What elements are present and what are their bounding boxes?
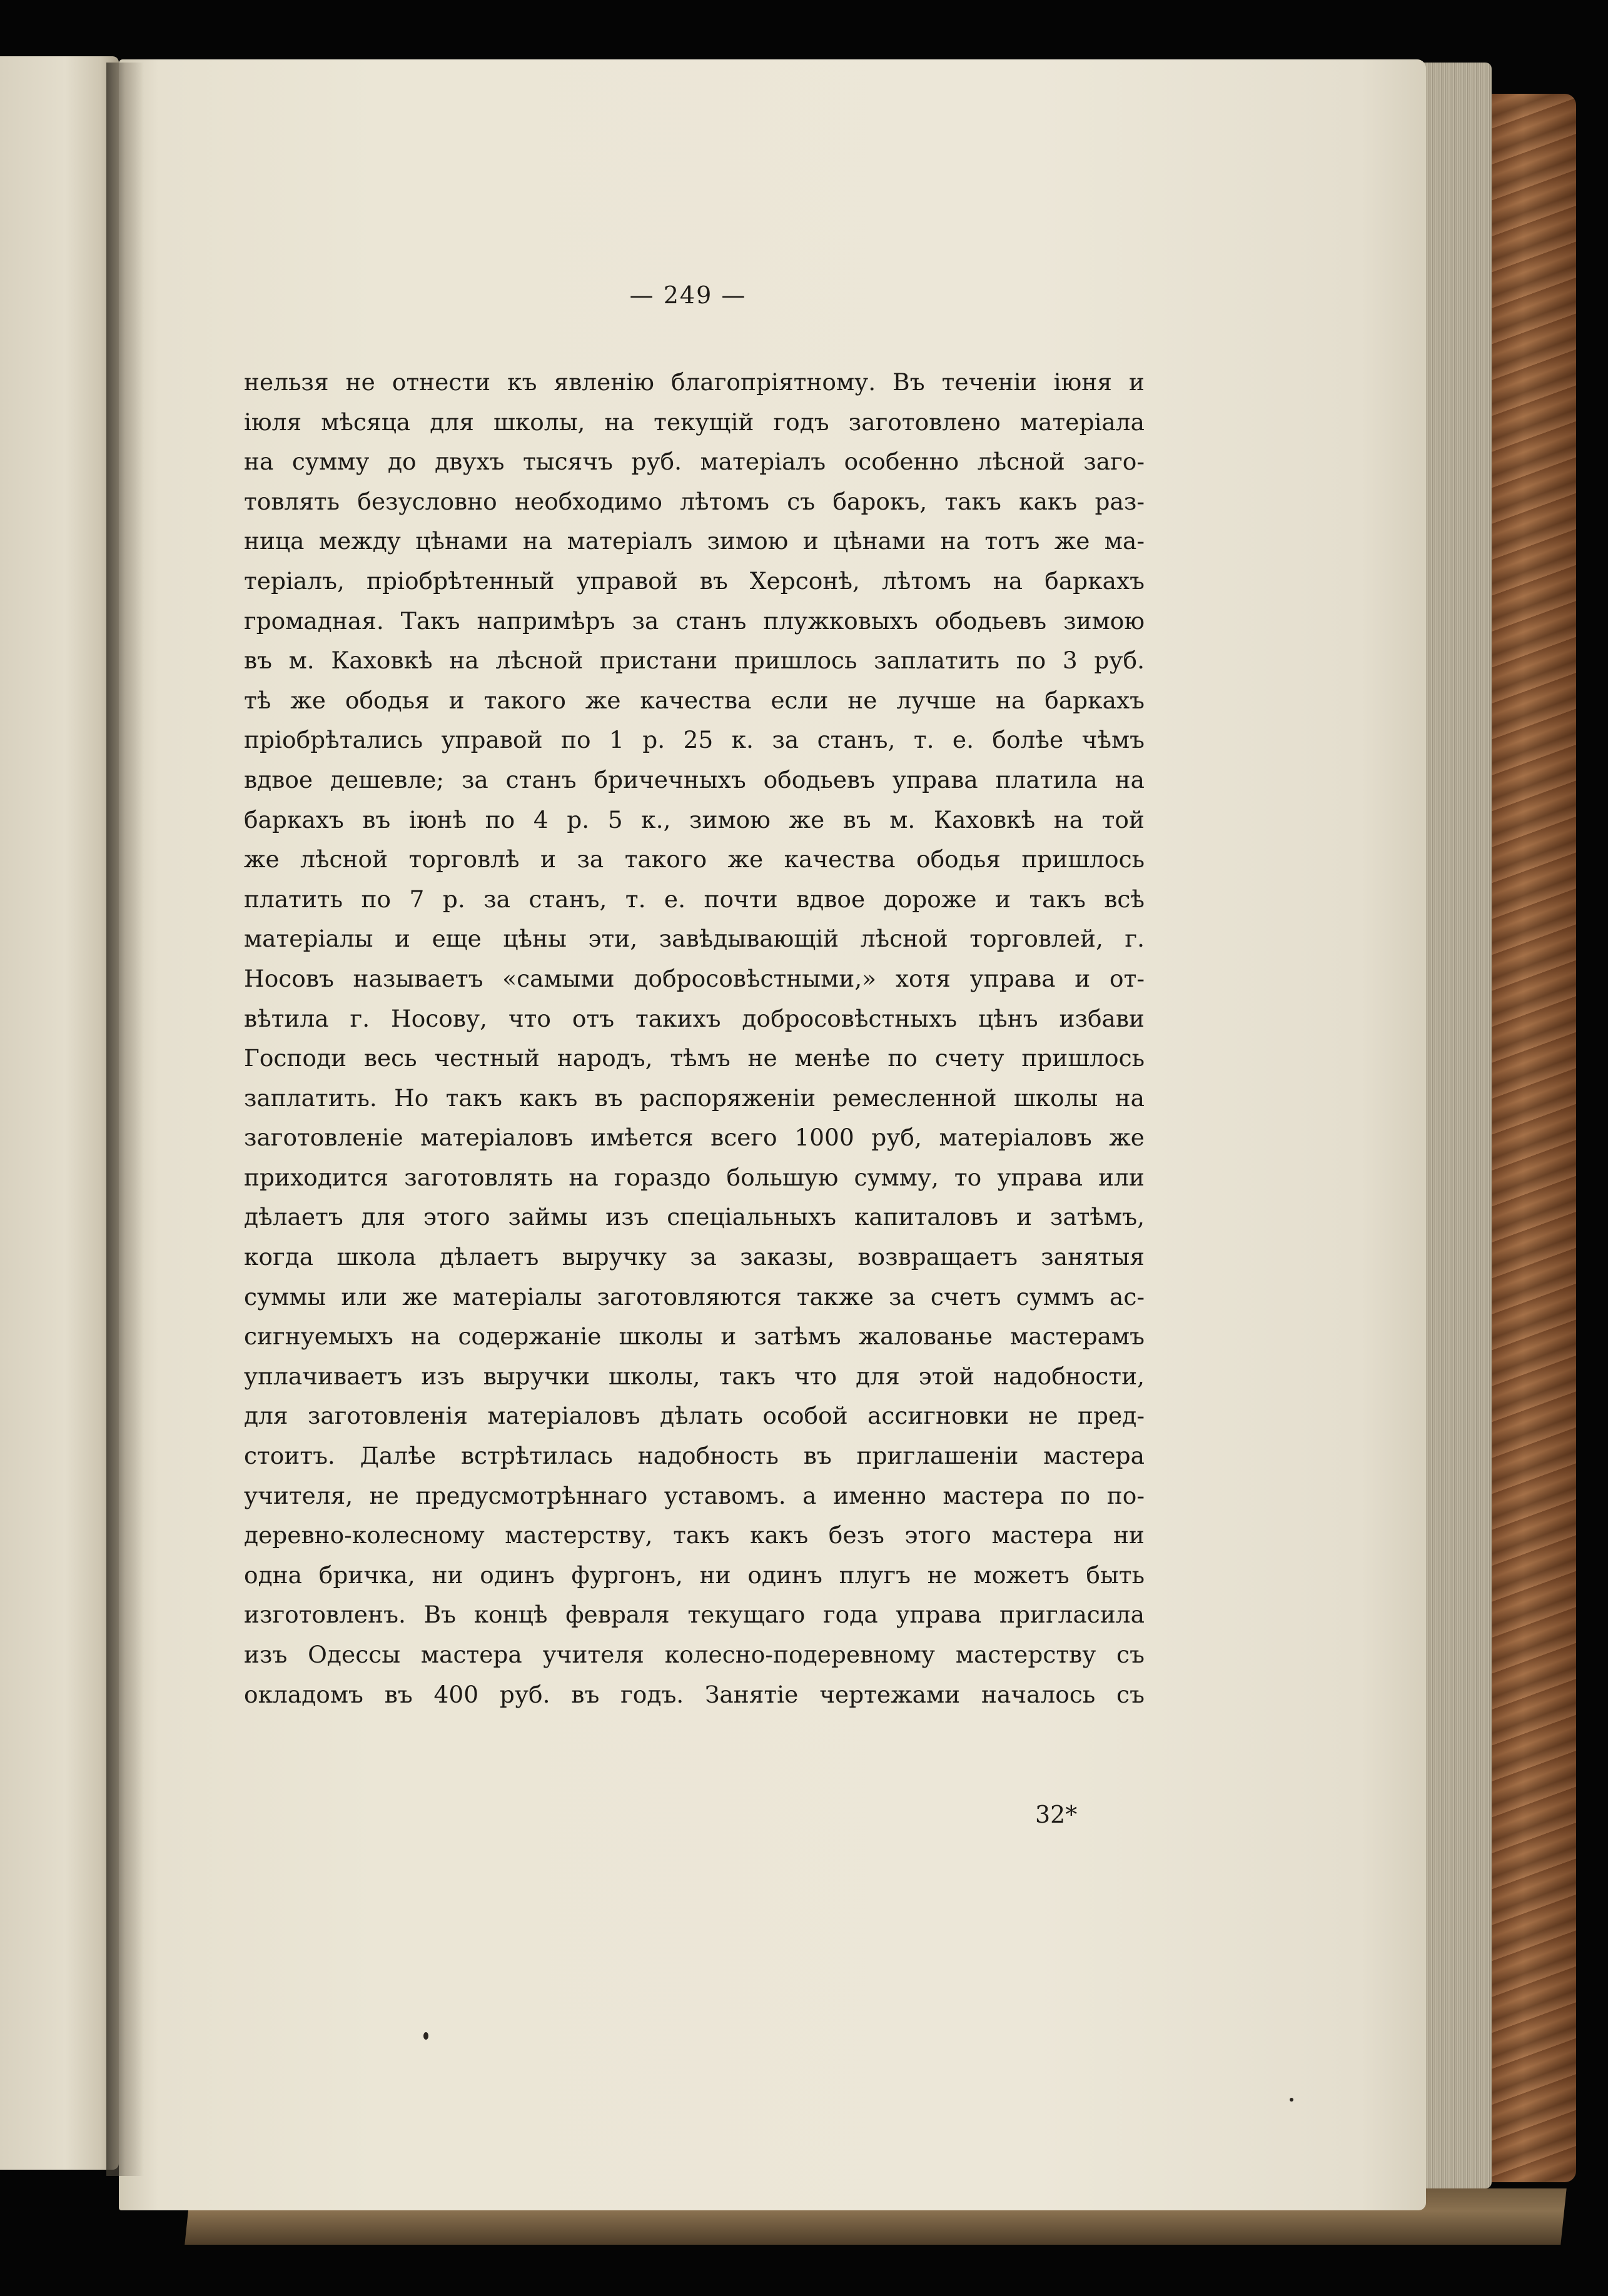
text-line: въ м. Каховкѣ на лѣсной пристани пришлось заплатить по 3 руб. — [244, 647, 1145, 675]
left-page-edge — [0, 56, 119, 2170]
page-stack-edges — [1420, 63, 1492, 2188]
text-line: на сумму до двухъ тысячъ руб. матеріалъ особенно лѣсной заго- — [244, 448, 1145, 476]
text-line: для заготовленія матеріаловъ дѣлать особой ассигновки не пред- — [244, 1402, 1145, 1430]
text-line: же лѣсной торговлѣ и за такого же качества ободья пришлось — [244, 845, 1145, 874]
book-gutter-shadow — [106, 63, 144, 2176]
text-line: товлять безусловно необходимо лѣтомъ съ барокъ, такъ какъ раз- — [244, 487, 1145, 515]
text-line: дѣлаетъ для этого займы изъ спеціальныхъ капиталовъ и затѣмъ, — [244, 1203, 1145, 1231]
text-line: суммы или же матеріалы заготовляются также за счетъ суммъ ас- — [244, 1282, 1145, 1311]
text-line: теріалъ, пріобрѣтенный управой въ Херсонѣ, лѣтомъ на баркахъ — [244, 566, 1145, 595]
page-number: — 249 — — [629, 281, 747, 309]
text-line: приходится заготовлять на гораздо большую сумму, то управа или — [244, 1163, 1145, 1191]
text-line: окладомъ въ 400 руб. въ годъ. Занятіе чертежами началось съ — [244, 1680, 1145, 1708]
text-line: одна бричка, ни одинъ фургонъ, ни одинъ плугъ не можетъ быть — [244, 1561, 1145, 1589]
text-line: изъ Одессы мастера учителя колесно-подеревному мастерству съ — [244, 1641, 1145, 1668]
text-line: платить по 7 р. за станъ, т. е. почти вдвое дороже и такъ всѣ — [244, 885, 1145, 913]
text-line: вдвое дешевле; за станъ бричечныхъ ободьевъ управа платила на — [244, 765, 1145, 793]
paper-speck — [423, 2032, 428, 2040]
text-line: сигнуемыхъ на содержаніе школы и затѣмъ жалованье мастерамъ — [244, 1322, 1145, 1351]
text-line: деревно-колесному мастерству, такъ какъ безъ этого мастера ни — [244, 1521, 1145, 1549]
text-line: заготовленіе матеріаловъ имѣется всего 1000 руб, матеріаловъ же — [244, 1124, 1145, 1152]
text-line: громадная. Такъ напримѣръ за станъ плужковыхъ ободьевъ зимою — [244, 607, 1145, 635]
text-line: баркахъ въ іюнѣ по 4 р. 5 к., зимою же въ м. Каховкѣ на той — [244, 805, 1145, 833]
text-line: Господи весь честный народъ, тѣмъ не менѣе по счету пришлось — [244, 1044, 1145, 1072]
paper-speck — [1290, 2098, 1293, 2102]
text-line: нельзя не отнести къ явленію благопріятному. Въ теченіи іюня и — [244, 368, 1145, 396]
text-line: уплачиваетъ изъ выручки школы, такъ что для этой надобности, — [244, 1362, 1145, 1390]
text-line: ница между цѣнами на матеріалъ зимою и цѣнами на тотъ же ма- — [244, 527, 1145, 555]
text-line: пріобрѣтались управой по 1 р. 25 к. за станъ, т. е. болѣе чѣмъ — [244, 726, 1145, 754]
text-line: стоитъ. Далѣе встрѣтилась надобность въ приглашеніи мастера — [244, 1442, 1145, 1470]
text-line: тѣ же ободья и такого же качества если не лучше на баркахъ — [244, 686, 1145, 714]
text-line: когда школа дѣлаетъ выручку за заказы, возвращаетъ занятыя — [244, 1243, 1145, 1271]
text-line: учителя, не предусмотрѣннаго уставомъ. а именно мастера по по- — [244, 1481, 1145, 1509]
book-cover-marbled-edge — [1489, 94, 1576, 2182]
text-line: іюля мѣсяца для школы, на текущій годъ заготовлено матеріала — [244, 408, 1145, 436]
body-text — [244, 363, 1145, 1714]
text-line: заплатить. Но такъ какъ въ распоряженіи ремесленной школы на — [244, 1084, 1145, 1112]
text-line: Носовъ называетъ «самыми добросовѣстными,» хотя управа и от- — [244, 964, 1145, 992]
text-line: вѣтила г. Носову, что отъ такихъ добросовѣстныхъ цѣнъ избави — [244, 1004, 1145, 1032]
text-line: матеріалы и еще цѣны эти, завѣдывающій лѣсной торговлей, г. — [244, 925, 1145, 953]
printer-signature-mark: 32* — [1035, 1801, 1078, 1828]
text-line: изготовленъ. Въ концѣ февраля текущаго года управа пригласила — [244, 1601, 1145, 1629]
